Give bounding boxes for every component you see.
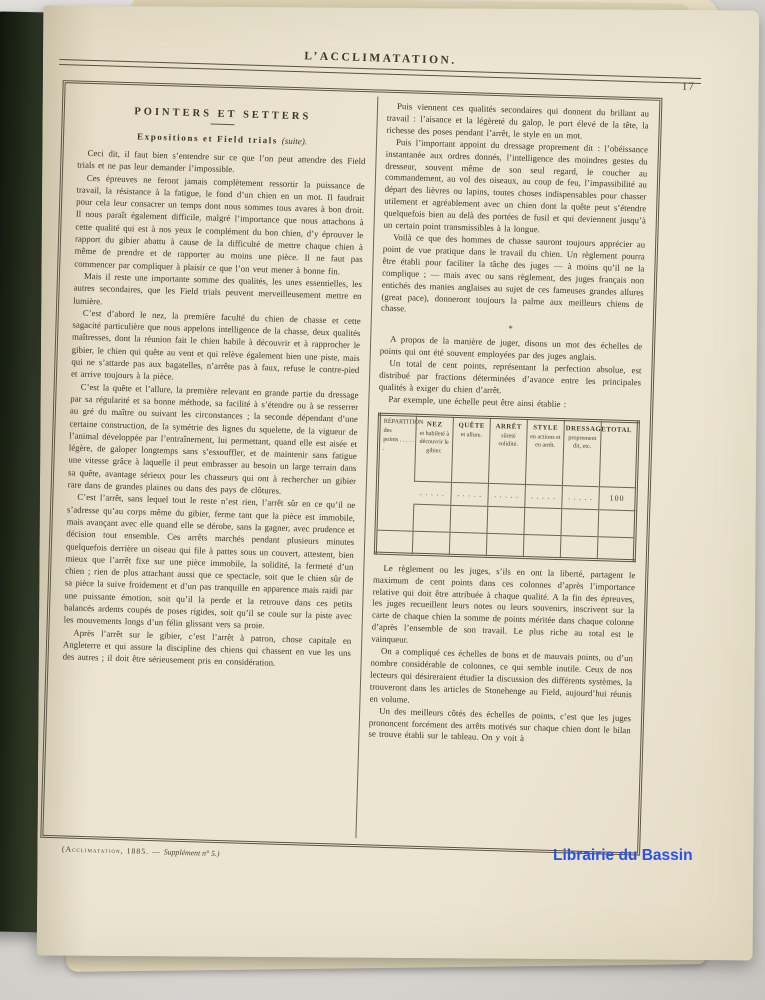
- paragraph: Par exemple, une échelle peut être ainsi établie :: [388, 393, 567, 410]
- row-label-line: RÉPARTITION: [383, 417, 424, 426]
- right-mid-paragraphs: [378, 334, 642, 413]
- paragraph: C’est l’arrêt, sans lequel tout le reste n’est rien, l’arrêt sûr en ce qu’il ne s’adresse qu’au corps même du gibier, ferme tant que la pièce est immobile, mais avançant avec elle quand elle se dérobe, sans la gagner, avec prudence et décision tout ensemble. Ces arrêts marchés pendant plusieurs minutes quelquefois derrière un oiseau qui file à pattes sous un couvert, attestent, bien mieux que l’arrêt fixe sur une pièce immobile, la solidité, la fermeté d’un chien ; rien de plus attachant aussi que ce spectacle, soit que le chien sûr de sa pièce la suive froidement et d’un pas tranquille en apparence mais raidi par une puissante émotion, soit qu’il la perde et la retrouve dans ces petits balancés ardents coupés de poses rigides, soit qu’il se coule sur la piste avec les mouvements longs d’un félin glissant vers sa proie.: [63, 492, 356, 631]
- paragraph: Un total de cent points, représentant la perfection absolue, est distribué par fractions déterminées d’avance entre les principales qualités à exiger du chien d’arrêt.: [378, 358, 642, 396]
- page-number: 17: [681, 80, 696, 93]
- paragraph: Puis l’important appoint du dressage proprement dit : l’obéissance instantanée aux ordres donnés, l’intelligence des moindres gestes du dresseur, souvent même de son seul regard, le coucher au commandement, au vol des oiseaux, au coup de feu, l’impassibilité au départ des lièvres ou lapins, toutes choses indispensables pour chasser utilement et agréablement avec un chien dont la quête peut s’étendre quelquefois bien au delà des portées de fusil et qui deviennent jusqu’à un certain point transmissibles à la longue.: [383, 136, 649, 235]
- left-paragraphs: [62, 147, 365, 672]
- subtitle-text: Expositions et Field trials: [136, 131, 279, 146]
- printed-content: [36, 38, 702, 872]
- table-header-nez: NEZ et habileté à découvrir le gibier.: [415, 415, 454, 482]
- section-separator: *: [508, 323, 515, 334]
- points-cell: . . . . .: [414, 481, 452, 505]
- paragraph: C’est la quête et l’allure, la première relevant en grande partie du dressage par sa régularité et sa bonne méthode, sa facilité à s’étendre ou à se resserrer au gré du maître ou suivant les circonstances ; la seconde dépendant d’une certaine construction, de la symétrie des lignes du squelette, de la vigueur de l’animal développée par l’entraînement, lui permettant, quand elle est aisée et légère, de galoper longtemps sans s’essouffler, et de maintenir sans fatigue une vitesse grâce à laquelle il peut embrasser au besoin un large terrain dans sa quête, avantage sérieux pour les chasseurs qui ont à rechercher un gibier rare dans de grandes plaines ou dans des pays de clôtures.: [67, 381, 359, 496]
- points-cell: . . . . .: [451, 482, 489, 506]
- subtitle-suite: (suite).: [281, 135, 308, 147]
- imprint-prefix: (Acclimatation, 1885. —: [61, 844, 164, 857]
- total-cell: 100: [599, 486, 637, 510]
- article-frame: [40, 80, 662, 855]
- paragraph: Après l’arrêt sur le gibier, c’est l’arrêt à patron, chose capitale en Angleterre et qui assure la discipline des chiens qui chassent en vue les uns des autres ; il doit être sérieusement pris en considération.: [62, 627, 352, 668]
- article-title: POINTERS ET SETTERS: [134, 106, 312, 123]
- table-row-label: [377, 414, 424, 504]
- points-cell: . . . . .: [488, 483, 526, 507]
- right-top-paragraphs: [381, 101, 649, 323]
- paragraph: Le règlement ou les juges, s’ils en ont la liberté, partagent le maximum de cent points dans ces colonnes d’après l’importance relative qui doit être attribuée à chaque qualité. A la fin des épreuves, les juges recueillent leurs notes ou leurs souvenirs, inscrivent sur la carte de chaque chien la somme de points méritée dans chaque colonne d’après l’ensemble de son travail. Le plus riche au total est le vainqueur.: [371, 562, 636, 645]
- paragraph: Puis viennent ces qualités secondaires qui donnent du brillant au travail : l’aisance et la légèreté du galop, le port élevé de la tête, la richesse des poses pendant l’arrêt, le style en un mot.: [386, 101, 650, 141]
- article-subtitle: [78, 130, 366, 149]
- paragraph: Ceci dit, il faut bien s’entendre sur ce que l’on peut attendre des Field trials et ne pas leur demander l’impossible.: [77, 147, 366, 175]
- paragraph: A propos de la manière de juger, disons un mot des échelles de points qui ont été souvent employées par des juges anglais.: [379, 334, 643, 363]
- points-cell: . . . . .: [562, 485, 600, 509]
- table-header-style: STYLE en actions et en arrêt.: [525, 418, 564, 485]
- title-rule: [211, 124, 235, 126]
- row-label-line: points . . . . . .: [382, 435, 414, 452]
- table-header-arret: ARRÊT sûreté solidité.: [488, 417, 527, 484]
- points-table: [374, 412, 640, 562]
- paragraph: Ces épreuves ne feront jamais complètement ressortir la puissance de travail, la résistance à la fatigue, le fond d’un chien en un mot. Il faudrait pour cela leur consacrer un temps dont nous sommes tous avares à bon droit. Il nous paraît également difficile, malgré l’importance que nous attachons à cette qualité qui est à nos yeux le complément du bon chien, d’y éprouver le rapport du gibier abattu à cause de la difficulté de mettre chaque chien à même de prendre et de rapporter au moins une pièce. Il ne faut pas commencer par compliquer à plaisir ce que l’on veut mener à bonne fin.: [74, 172, 365, 277]
- table-header-total: TOTAL: [599, 420, 638, 487]
- table-header-dressage: DRESSAGE proprement dit, etc.: [562, 419, 601, 486]
- paragraph: Mais il reste une importante somme des qualités, les unes essentielles, les autres secondaires, que les Field trials peuvent merveilleusement mettre en lumière.: [73, 270, 362, 306]
- paragraph: Voilà ce que des hommes de chasse sauront toujours apprécier au point de vue pratique dans le travail du chien. Un règlement pourra être établi pour faciliter la tâche des juges — à moins qu’il ne la complique ; — mais avec ou sans règlement, des juges français non entichés des manies anglaises au sujet de ces fameuses grandes allures (great pace), donneront toujours la palme aux meilleurs chiens de chasse.: [380, 231, 646, 314]
- points-cell: . . . . .: [525, 484, 563, 508]
- journal-title: L’ACCLIMATATION.: [304, 50, 457, 67]
- column-left: [58, 88, 368, 838]
- librairie-watermark: Librairie du Bassin: [553, 847, 693, 864]
- paragraph: Un des meilleurs côtés des échelles de points, c’est que les juges prononcent forcément des arrêts motivés sur chaque chien dont le bilan se trouve établi sur le tableau. On y voit à: [368, 705, 632, 744]
- table-header-row: [378, 414, 639, 488]
- column-right: [365, 97, 649, 846]
- paragraph: C’est d’abord le nez, la première faculté du chien de chasse et cette sagacité particulière que nous appelons intelligence de la chasse, deux qualités maîtresses, dont la réunion fait le chien habile à découvrir et à rapprocher le gibier, le chien qui quête au vent et qui relève également bien une piste, mais qui ne s’attarde pas aux bagatelles, n’arrête pas à faux, refuse le contre-pied et arrive toujours à la pièce.: [70, 307, 361, 382]
- table-header-quete: QUÊTE et allure.: [451, 416, 490, 483]
- imprint-supplement: Supplément n° 5.): [163, 847, 220, 859]
- right-bottom-paragraphs: [368, 562, 635, 748]
- row-label-line: des: [383, 426, 392, 434]
- paragraph: On a compliqué ces échelles de bons et de mauvais points, ou d’un nombre considérable de colonnes, ce qui semble inutile. Ceux de nos lecteurs qui désireraient étudier la discussion des différents systèmes, la trouveront dans les articles de Stonehenge au Field, aujourd’hui réunis en volume.: [369, 645, 633, 705]
